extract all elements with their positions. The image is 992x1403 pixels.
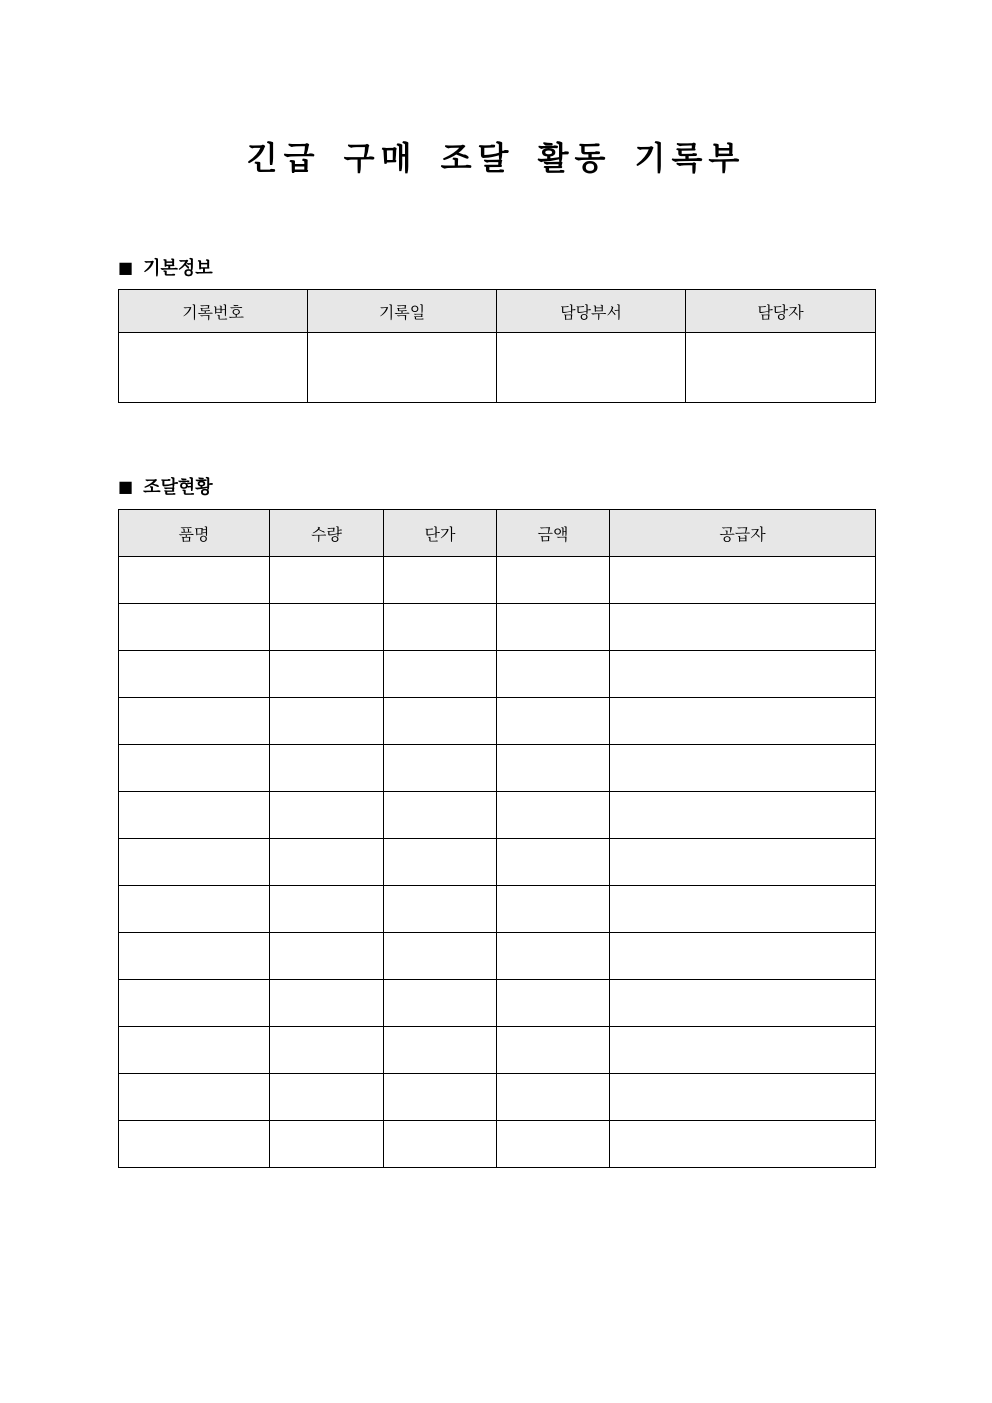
quantity-cell[interactable] bbox=[270, 792, 384, 839]
department-cell[interactable] bbox=[497, 333, 686, 403]
header-quantity: 수량 bbox=[270, 510, 384, 557]
amount-cell[interactable] bbox=[497, 1074, 610, 1121]
supplier-cell[interactable] bbox=[610, 698, 876, 745]
basic-info-heading bbox=[118, 254, 213, 280]
amount-cell[interactable] bbox=[497, 886, 610, 933]
item-name-cell[interactable] bbox=[119, 698, 270, 745]
item-name-cell[interactable] bbox=[119, 604, 270, 651]
header-record-date: 기록일 bbox=[308, 290, 497, 333]
unit-price-cell[interactable] bbox=[384, 1027, 497, 1074]
table-row bbox=[119, 745, 876, 792]
unit-price-cell[interactable] bbox=[384, 933, 497, 980]
amount-cell[interactable] bbox=[497, 604, 610, 651]
amount-cell[interactable] bbox=[497, 557, 610, 604]
table-row bbox=[119, 933, 876, 980]
item-name-cell[interactable] bbox=[119, 886, 270, 933]
quantity-cell[interactable] bbox=[270, 839, 384, 886]
unit-price-cell[interactable] bbox=[384, 839, 497, 886]
unit-price-cell[interactable] bbox=[384, 745, 497, 792]
procurement-header-row bbox=[119, 510, 876, 557]
procurement-heading bbox=[118, 473, 213, 499]
header-person-in-charge: 담당자 bbox=[686, 290, 876, 333]
person-in-charge-cell[interactable] bbox=[686, 333, 876, 403]
table-row bbox=[119, 792, 876, 839]
supplier-cell[interactable] bbox=[610, 839, 876, 886]
amount-cell[interactable] bbox=[497, 839, 610, 886]
table-row bbox=[119, 980, 876, 1027]
basic-info-heading-label: 기본정보 bbox=[143, 258, 213, 279]
amount-cell[interactable] bbox=[497, 745, 610, 792]
header-department: 담당부서 bbox=[497, 290, 686, 333]
unit-price-cell[interactable] bbox=[384, 651, 497, 698]
quantity-cell[interactable] bbox=[270, 698, 384, 745]
page-title: 긴급 구매 조달 활동 기록부 bbox=[246, 139, 746, 177]
item-name-cell[interactable] bbox=[119, 792, 270, 839]
amount-cell[interactable] bbox=[497, 1121, 610, 1168]
unit-price-cell[interactable] bbox=[384, 980, 497, 1027]
table-row bbox=[119, 1074, 876, 1121]
supplier-cell[interactable] bbox=[610, 1121, 876, 1168]
quantity-cell[interactable] bbox=[270, 1027, 384, 1074]
unit-price-cell[interactable] bbox=[384, 557, 497, 604]
supplier-cell[interactable] bbox=[610, 651, 876, 698]
basic-info-value-row bbox=[119, 333, 876, 403]
unit-price-cell[interactable] bbox=[384, 698, 497, 745]
header-record-number: 기록번호 bbox=[119, 290, 308, 333]
item-name-cell[interactable] bbox=[119, 1121, 270, 1168]
basic-info-table bbox=[118, 289, 876, 403]
supplier-cell[interactable] bbox=[610, 980, 876, 1027]
table-row bbox=[119, 651, 876, 698]
square-bullet-icon: ■ bbox=[118, 476, 134, 496]
amount-cell[interactable] bbox=[497, 933, 610, 980]
table-row bbox=[119, 604, 876, 651]
item-name-cell[interactable] bbox=[119, 839, 270, 886]
procurement-heading-label: 조달현황 bbox=[143, 477, 213, 498]
item-name-cell[interactable] bbox=[119, 1027, 270, 1074]
record-date-cell[interactable] bbox=[308, 333, 497, 403]
quantity-cell[interactable] bbox=[270, 886, 384, 933]
unit-price-cell[interactable] bbox=[384, 604, 497, 651]
supplier-cell[interactable] bbox=[610, 557, 876, 604]
supplier-cell[interactable] bbox=[610, 933, 876, 980]
square-bullet-icon: ■ bbox=[118, 257, 134, 277]
quantity-cell[interactable] bbox=[270, 557, 384, 604]
supplier-cell[interactable] bbox=[610, 792, 876, 839]
item-name-cell[interactable] bbox=[119, 745, 270, 792]
supplier-cell[interactable] bbox=[610, 886, 876, 933]
amount-cell[interactable] bbox=[497, 792, 610, 839]
quantity-cell[interactable] bbox=[270, 980, 384, 1027]
table-row bbox=[119, 1121, 876, 1168]
amount-cell[interactable] bbox=[497, 651, 610, 698]
table-row bbox=[119, 886, 876, 933]
header-item-name: 품명 bbox=[119, 510, 270, 557]
unit-price-cell[interactable] bbox=[384, 1074, 497, 1121]
unit-price-cell[interactable] bbox=[384, 792, 497, 839]
record-number-cell[interactable] bbox=[119, 333, 308, 403]
supplier-cell[interactable] bbox=[610, 745, 876, 792]
item-name-cell[interactable] bbox=[119, 980, 270, 1027]
supplier-cell[interactable] bbox=[610, 1074, 876, 1121]
item-name-cell[interactable] bbox=[119, 1074, 270, 1121]
supplier-cell[interactable] bbox=[610, 604, 876, 651]
header-supplier: 공급자 bbox=[610, 510, 876, 557]
quantity-cell[interactable] bbox=[270, 1121, 384, 1168]
procurement-table bbox=[118, 509, 876, 1168]
quantity-cell[interactable] bbox=[270, 933, 384, 980]
quantity-cell[interactable] bbox=[270, 745, 384, 792]
header-unit-price: 단가 bbox=[384, 510, 497, 557]
table-row bbox=[119, 839, 876, 886]
unit-price-cell[interactable] bbox=[384, 886, 497, 933]
unit-price-cell[interactable] bbox=[384, 1121, 497, 1168]
table-row bbox=[119, 698, 876, 745]
item-name-cell[interactable] bbox=[119, 933, 270, 980]
table-row bbox=[119, 1027, 876, 1074]
item-name-cell[interactable] bbox=[119, 651, 270, 698]
header-amount: 금액 bbox=[497, 510, 610, 557]
amount-cell[interactable] bbox=[497, 1027, 610, 1074]
table-row bbox=[119, 557, 876, 604]
quantity-cell[interactable] bbox=[270, 604, 384, 651]
basic-info-header-row bbox=[119, 290, 876, 333]
amount-cell[interactable] bbox=[497, 698, 610, 745]
amount-cell[interactable] bbox=[497, 980, 610, 1027]
item-name-cell[interactable] bbox=[119, 557, 270, 604]
quantity-cell[interactable] bbox=[270, 1074, 384, 1121]
supplier-cell[interactable] bbox=[610, 1027, 876, 1074]
quantity-cell[interactable] bbox=[270, 651, 384, 698]
